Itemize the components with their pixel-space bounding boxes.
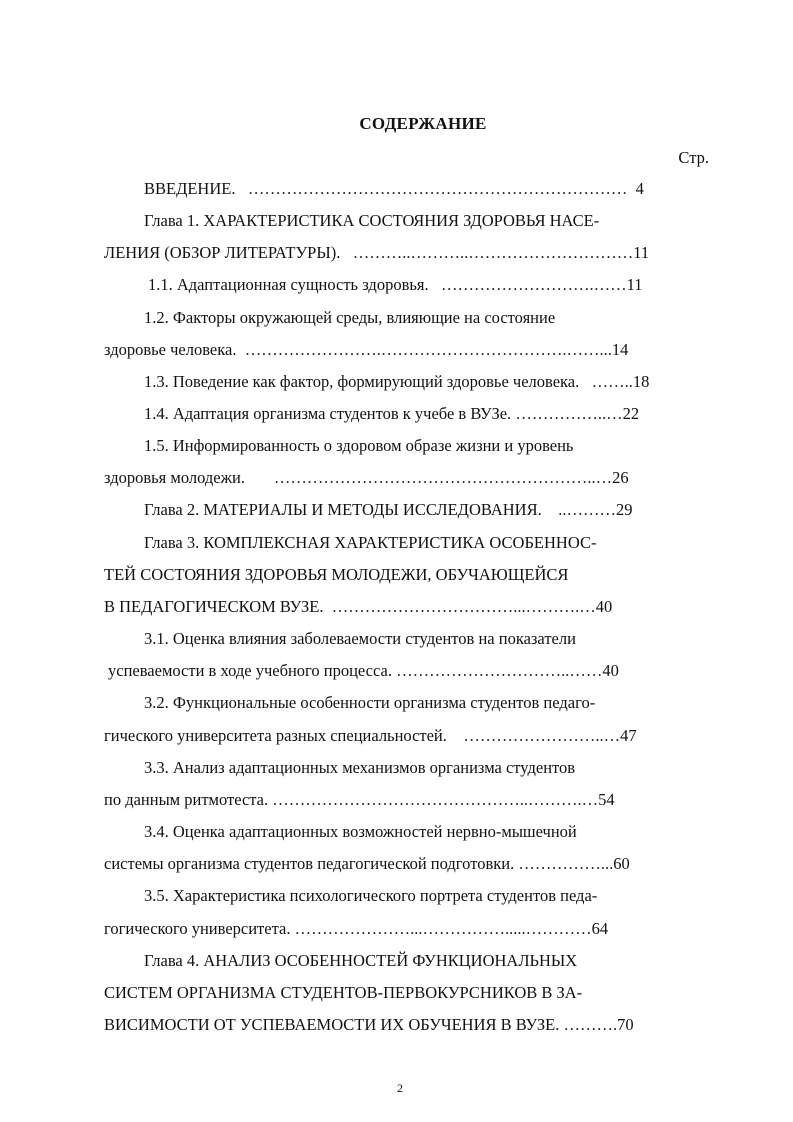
toc-entry: 3.5. Характеристика психологического портрета студентов педа- [144,886,598,905]
toc-entry: Глава 1. ХАРАКТЕРИСТИКА СОСТОЯНИЯ ЗДОРОВЬЯ НАСЕ- [144,211,600,230]
page-title: СОДЕРЖАНИЕ [359,114,487,133]
toc-entry: здоровье человека. …………………….…………………………….……...14 [104,340,629,359]
toc-entry: 1.1. Адаптационная сущность здоровья. ……………………….……11 [148,275,643,294]
toc-entry: Глава 3. КОМПЛЕКСНАЯ ХАРАКТЕРИСТИКА ОСОБЕННОС- [144,533,597,552]
toc-entry: 3.4. Оценка адаптационных возможностей нервно-мышечной [144,822,577,841]
pages-column-label: Стр. [678,148,709,167]
toc-entry: 1.4. Адаптация организма студентов к учебе в ВУЗе. ……………..…22 [144,404,640,423]
toc-entry: системы организма студентов педагогической подготовки. ……………...60 [104,854,630,873]
toc-entry: по данным ритмотеста. ………………………………………..……….…54 [104,790,615,809]
toc-entry: Глава 4. АНАЛИЗ ОСОБЕННОСТЕЙ ФУНКЦИОНАЛЬНЫХ [144,951,578,970]
toc-entry: 3.2. Функциональные особенности организма студентов педаго- [144,693,596,712]
toc-entry: здоровья молодежи. …………………………………………………..…26 [104,468,629,487]
toc-entry: 3.1. Оценка влияния заболеваемости студентов на показатели [144,629,576,648]
toc-entry: Глава 2. МАТЕРИАЛЫ И МЕТОДЫ ИССЛЕДОВАНИЯ. ..………29 [144,500,633,519]
toc-entry: ВВЕДЕНИЕ. …………………………………………………………… 4 [144,179,644,198]
toc-entry: 3.3. Анализ адаптационных механизмов организма студентов [144,758,576,777]
toc-entry: 1.2. Факторы окружающей среды, влияющие на состояние [144,308,556,327]
toc-entry: гического университета разных специальностей. ……………………..…47 [104,726,637,745]
toc-entry: ЛЕНИЯ (ОБЗОР ЛИТЕРАТУРЫ). ………..………..…………………………11 [104,243,650,262]
toc-entry: успеваемости в ходе учебного процесса. …………………………..……40 [108,661,619,680]
footer-page-number: 2 [397,1081,403,1095]
toc-entry: СИСТЕМ ОРГАНИЗМА СТУДЕНТОВ-ПЕРВОКУРСНИКОВ В ЗА- [104,983,583,1002]
toc-entry: гогического университета. …………………...…………….....…………64 [104,919,609,938]
toc-entry: 1.5. Информированность о здоровом образе жизни и уровень [144,436,574,455]
toc-entry: ТЕЙ СОСТОЯНИЯ ЗДОРОВЬЯ МОЛОДЕЖИ, ОБУЧАЮЩЕЙСЯ [104,565,569,584]
toc-entry: В ПЕДАГОГИЧЕСКОМ ВУЗЕ. ……………………………...……….…40 [104,597,613,616]
toc-entry: ВИСИМОСТИ ОТ УСПЕВАЕМОСТИ ИХ ОБУЧЕНИЯ В ВУЗЕ. ……….70 [104,1015,634,1034]
toc-entry: 1.3. Поведение как фактор, формирующий здоровье человека. ……..18 [144,372,650,391]
